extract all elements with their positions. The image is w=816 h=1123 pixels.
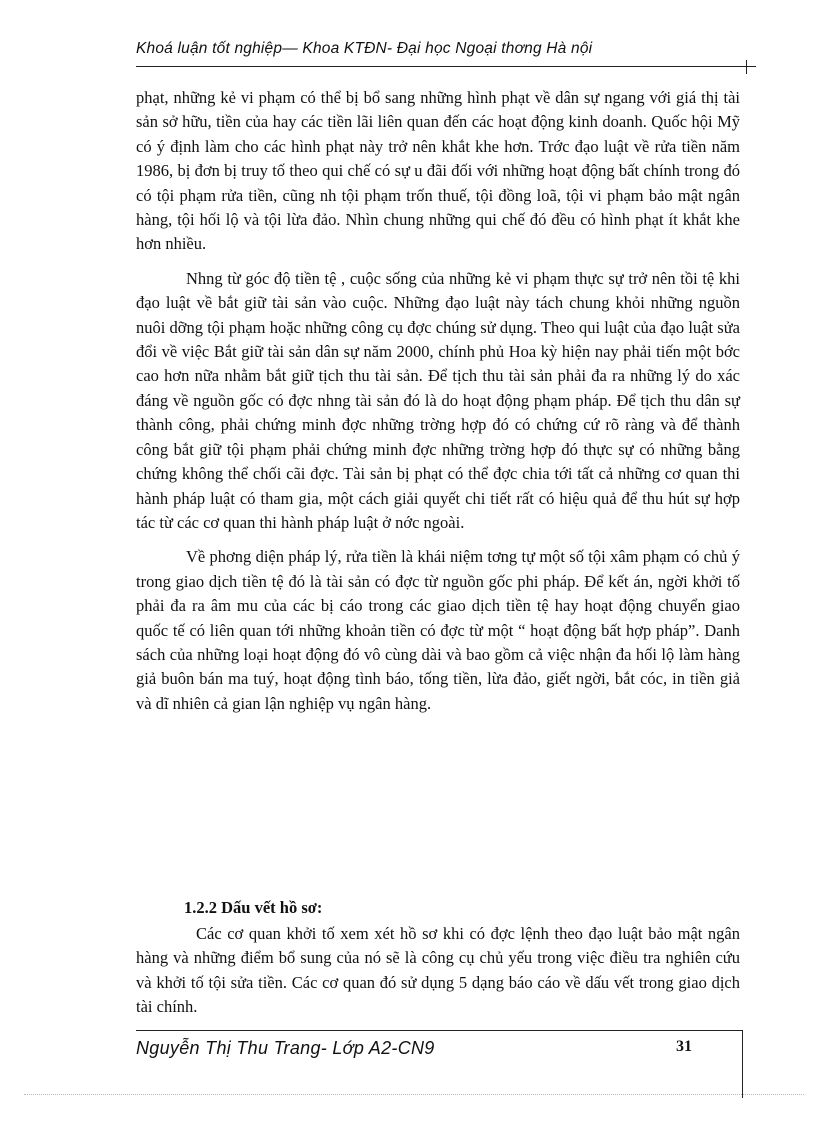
section-paragraph: Các cơ quan khởi tố xem xét hồ sơ khi có đợc lệnh theo đạo luật bảo mật ngân hàng và những điểm bổ sung của nó sẽ là công cụ chủ yếu trong việc điều tra nghiên cứu và khởi tố tội sửa tiền. Các cơ quan đó sử dụng 5 dạng báo cáo về dấu vết trong giao dịch tài chính. xyxy=(136,924,740,1017)
page-header: Khoá luận tốt nghiệp— Khoa KTĐN- Đại học Ngoại thơng Hà nội xyxy=(136,40,593,57)
footer-rule xyxy=(136,1030,742,1031)
page-bottom-border xyxy=(24,1094,804,1095)
section-body xyxy=(136,922,740,1020)
paragraph-3: Về phơng diện pháp lý, rửa tiền là khái niệm tơng tự một số tội xâm phạm có chủ ý trong giao dịch tiền tệ đó là tài sản có đợc từ nguồn gốc phi pháp. Để kết án, ngời khởi tố phải đa ra âm mu của các bị cáo trong các giao dịch tiền tệ hay hoạt động chuyển giao quốc tế có liên quan tới những khoản tiền có đợc từ một “ hoạt động bất hợp pháp”. Danh sách của những loại hoạt động đó vô cùng dài và bao gồm cả việc nhận đa hối lộ làm hàng giả buôn bán ma tuý, hoạt động tình báo, tống tiền, lừa đảo, giết ngời, bắt cóc, in tiền giả và dĩ nhiên cả gian lận nghiệp vụ ngân hàng. xyxy=(136,547,740,713)
main-text xyxy=(136,86,740,716)
section-title: 1.2.2 Dấu vết hồ sơ: xyxy=(184,898,323,917)
footer-author: Nguyễn Thị Thu Trang- Lớp A2-CN9 xyxy=(136,1038,435,1058)
paragraph-2: Nhng từ góc độ tiền tệ , cuộc sống của những kẻ vi phạm thực sự trở nên tồi tệ khi đạo luật về bắt giữ tài sản vào cuộc. Những đạo luật này tách chung khỏi những nguồn nuôi dỡng tội phạm hoặc những công cụ đợc chúng sử dụng. Theo qui luật của đạo luật sửa đổi về việc Bắt giữ tài sản dân sự năm 2000, chính phủ Hoa kỳ hiện nay phải tiến một bớc cao hơn nữa nhằm bắt giữ tịch thu tài sản. Để tịch thu tài sản phải đa ra những lý do xác đáng về nguồn gốc có đợc nhng tài sản đó là do hoạt động phạm pháp. Để tịch thu dân sự thành công, phải chứng minh đợc những trờng hợp đó có chứng cứ rõ ràng và để thành công bắt giữ tội phạm phải chứng minh đợc những trờng hợp đó thực sự có những bằng chứng không thể chối cãi đợc. Tài sản bị phạt có thể đợc chia tới tất cả những cơ quan thi hành pháp luật có tham gia, một cách giải quyết chi tiết rất có hiệu quả để thu hút sự hợp tác từ các cơ quan thi hành pháp luật ở nớc ngoài. xyxy=(136,268,740,532)
header-rule xyxy=(136,66,742,67)
footer-side-rule xyxy=(742,1030,743,1098)
corner-mark xyxy=(738,60,756,74)
page-number: 31 xyxy=(676,1038,692,1055)
paragraph-1: phạt, những kẻ vi phạm có thể bị bổ sang những hình phạt về dân sự ngang với giá thị tài sản sở hữu, tiền của hay các tiền lãi liên quan đến các hoạt động kinh doanh. Quốc hội Mỹ có ý định làm cho các hình phạt này trở nên khắt khe hơn. Trớc đạo luật về rửa tiền năm 1986, bị đơn bị truy tố theo qui chế có sự u đãi đối với những hoạt động bất chính trong đó có tội phạm rửa tiền, cũng nh tội phạm trốn thuế, tội đồng loã, tội vi phạm bảo mật ngân hàng, tội hối lộ và tội lừa đảo. Nhìn chung những qui chế đó đều có hình phạt ít khắt khe hơn nhiều. xyxy=(136,88,740,254)
